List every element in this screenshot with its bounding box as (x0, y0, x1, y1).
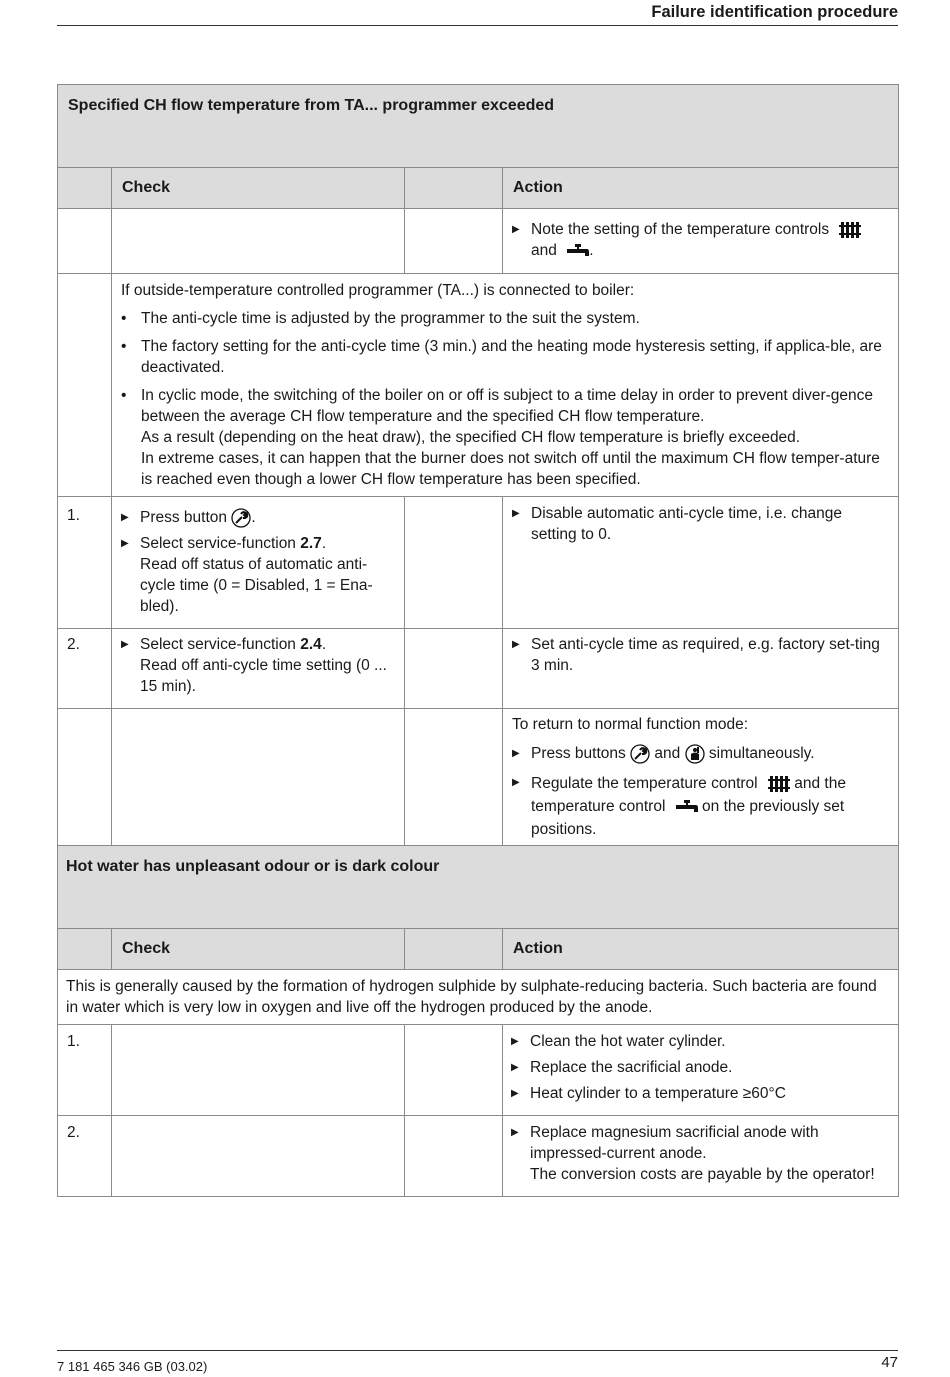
action-item: ▶ Replace the sacrificial anode. (511, 1059, 733, 1076)
empty-cell (58, 709, 112, 853)
empty-cell (112, 209, 405, 274)
step1-action-cell (503, 497, 899, 629)
empty-cell (405, 497, 503, 629)
page-number: 47 (881, 1354, 898, 1371)
service-function-code: 2.7 (300, 535, 322, 552)
triangle-bullet-icon: ▶ (512, 224, 520, 235)
action-text: The conversion costs are payable by the operator! (530, 1166, 875, 1183)
action-item (512, 634, 889, 676)
triangle-bullet-icon: ▶ (121, 639, 129, 650)
info-text: In extreme cases, it can happen that the burner does not switch off until the maximum CH flow temper-ature is reached even though a lower CH flow temperature has been specified. (141, 450, 880, 488)
service-wrench-icon (231, 508, 251, 528)
check-text: Read off anti-cycle time setting (0 ... 15 min). (140, 657, 387, 695)
blank-header-cell (405, 168, 503, 209)
action-item: ▶ Clean the hot water cylinder. (511, 1033, 726, 1050)
info-text: As a result (depending on the heat draw), the specified CH flow temperature is briefly exceeded. (141, 429, 801, 446)
check-header: Check (112, 929, 405, 970)
info-intro: If outside-temperature controlled programmer (TA...) is connected to boiler: (121, 282, 635, 299)
info-bullet: • The factory setting for the anti-cycle time (3 min.) and the heating mode hysteresis setting, if applica-ble, are deactivated. (121, 338, 882, 376)
page-header-title: Failure identification procedure (651, 3, 898, 21)
return-action-cell (503, 709, 899, 853)
info-text: In cyclic mode, the switching of the boiler on or off is subject to a time delay in order to prevent diver-gence between the average CH flow temperature and the specified CH flow temperature. (141, 387, 874, 425)
action-text: simultaneously. (708, 745, 815, 762)
empty-cell (405, 1025, 503, 1116)
section1-table (57, 84, 899, 853)
row0-action-cell (503, 209, 899, 274)
step-number: 1. (58, 1025, 112, 1116)
action-item (512, 219, 889, 261)
action-text: . (589, 242, 594, 259)
check-text: . (321, 636, 327, 653)
action-text: Disable automatic anti-cycle time, i.e. change setting to 0. (531, 505, 843, 543)
radiator-icon (839, 222, 861, 238)
check-text: Select service-function (140, 636, 296, 653)
section1-title: Specified CH flow temperature from TA... programmer exceeded (58, 85, 899, 168)
num-header-cell (58, 929, 112, 970)
empty-cell (112, 709, 405, 853)
action-item (512, 772, 889, 841)
action-text: Set anti-cycle time as required, e.g. factory set-ting 3 min. (531, 636, 880, 674)
action-text: Replace magnesium sacrificial anode with impressed-current anode. (530, 1124, 819, 1162)
empty-cell (405, 209, 503, 274)
num-header-cell (58, 168, 112, 209)
check-text: . (321, 535, 327, 552)
action-text: and (531, 242, 557, 259)
action-text: and the temperature control (531, 775, 846, 815)
step2-check-cell (112, 629, 405, 709)
check-item (121, 634, 395, 697)
triangle-bullet-icon: ▶ (512, 508, 520, 519)
check-text: Select service-function (140, 535, 296, 552)
empty-cell (405, 1116, 503, 1197)
check-item (121, 507, 395, 528)
action-text: Press buttons (531, 745, 626, 762)
blank-header-cell (405, 929, 503, 970)
step-number: 2. (58, 629, 112, 709)
empty-cell (405, 629, 503, 709)
empty-cell (58, 274, 112, 497)
return-intro: To return to normal function mode: (512, 716, 749, 733)
check-text: Read off status of automatic anti-cycle time (0 = Disabled, 1 = Ena-bled). (140, 556, 373, 615)
triangle-bullet-icon: ▶ (511, 1036, 519, 1047)
section2-title: Hot water has unpleasant odour or is dark colour (58, 846, 899, 929)
check-header: Check (112, 168, 405, 209)
check-text: . (251, 509, 256, 526)
footer-rule (57, 1350, 898, 1351)
service-wrench-icon (630, 744, 650, 764)
action-text: and (654, 745, 681, 762)
step1-check-cell (112, 497, 405, 629)
info-bullet: • The anti-cycle time is adjusted by the programmer to the suit the system. (121, 310, 640, 327)
triangle-bullet-icon: ▶ (511, 1127, 519, 1138)
triangle-bullet-icon: ▶ (121, 512, 129, 523)
section2-table (57, 845, 899, 1197)
triangle-bullet-icon: ▶ (512, 639, 520, 650)
section2-info: This is generally caused by the formation of hydrogen sulphide by sulphate-reducing bacteria. Such bacteria are found in water which is very low in oxygen and live off the hydrogen produced by the anode. (58, 970, 899, 1025)
triangle-bullet-icon: ▶ (121, 538, 129, 549)
chimney-sweep-icon (685, 744, 705, 764)
triangle-bullet-icon: ▶ (512, 777, 520, 788)
empty-cell (112, 1116, 405, 1197)
action-item (512, 503, 889, 545)
s2-step2-action-cell (503, 1116, 899, 1197)
service-function-code: 2.4 (300, 636, 322, 653)
check-item (121, 533, 395, 617)
action-item (511, 1122, 889, 1185)
step-number: 2. (58, 1116, 112, 1197)
action-text: on the previously set positions. (531, 798, 845, 838)
radiator-icon (768, 776, 790, 792)
empty-cell (112, 1025, 405, 1116)
empty-cell (405, 709, 503, 853)
action-item (512, 743, 889, 764)
action-item: ▶ Heat cylinder to a temperature ≥60°C (511, 1085, 786, 1102)
tap-icon (676, 800, 698, 814)
info-bullet: • In cyclic mode, the switching of the boiler on or off is subject to a time delay in order to prevent diver-gence between the average CH flow temperature and the specified CH flow temperature. As a result (depending on the heat draw), the specified CH flow temperature is briefly exceeded. In extreme cases, it can happen that the burner does not switch off until the maximum CH flow temper-ature is reached even though a lower CH flow temperature has been specified. (121, 387, 880, 488)
header-rule (57, 25, 898, 26)
action-header: Action (503, 929, 899, 970)
action-text: Regulate the temperature control (531, 775, 758, 792)
empty-cell (58, 209, 112, 274)
step-number: 1. (58, 497, 112, 629)
triangle-bullet-icon: ▶ (512, 748, 520, 759)
s2-step1-action-cell (503, 1025, 899, 1116)
triangle-bullet-icon: ▶ (511, 1062, 519, 1073)
action-header: Action (503, 168, 899, 209)
triangle-bullet-icon: ▶ (511, 1088, 519, 1099)
document-number: 7 181 465 346 GB (03.02) (57, 1359, 208, 1374)
info-cell (112, 274, 899, 497)
action-text: Note the setting of the temperature controls (531, 221, 830, 238)
tap-icon (567, 244, 589, 258)
check-text: Press button (140, 509, 228, 526)
step2-action-cell (503, 629, 899, 709)
